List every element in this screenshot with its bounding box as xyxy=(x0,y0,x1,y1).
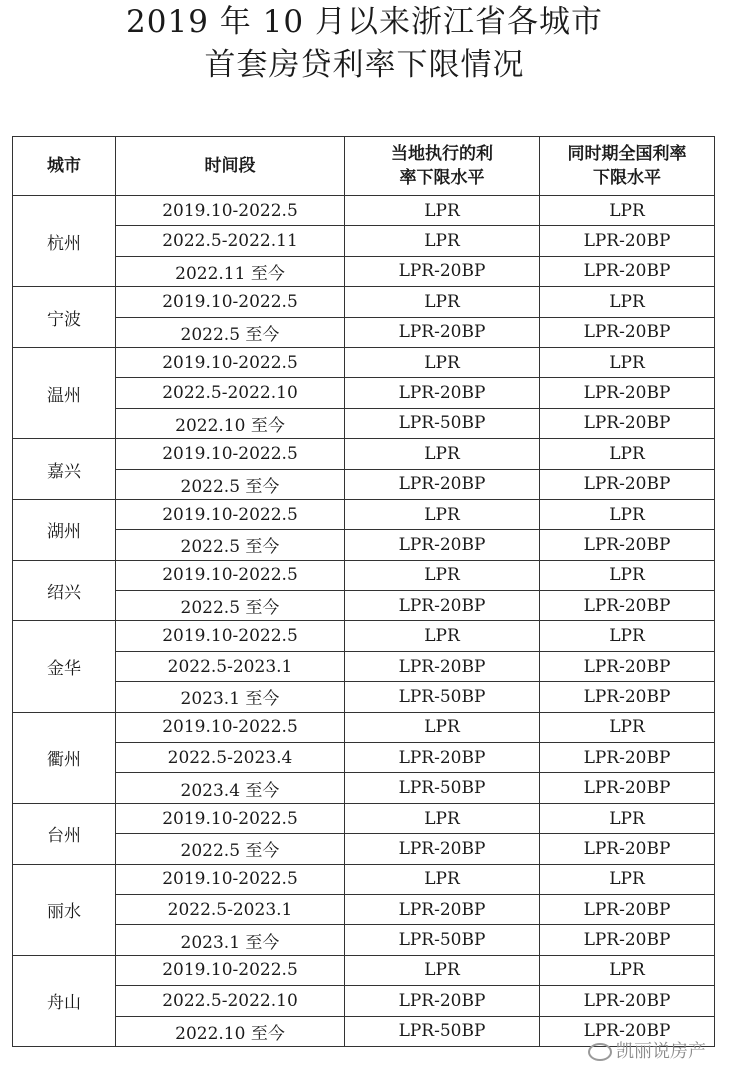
local-rate-cell: LPR-50BP xyxy=(345,408,540,438)
wechat-icon xyxy=(588,1043,612,1061)
local-rate-cell: LPR xyxy=(345,560,540,590)
table-row xyxy=(13,986,715,1016)
period-cell: 2022.5-2022.11 xyxy=(116,226,345,256)
period-cell: 2019.10-2022.5 xyxy=(116,499,345,529)
city-cell: 绍兴 xyxy=(13,560,116,621)
local-rate-cell: LPR-50BP xyxy=(345,682,540,712)
header-period: 时间段 xyxy=(116,137,345,196)
city-cell: 嘉兴 xyxy=(13,439,116,500)
table-row xyxy=(13,317,715,347)
local-rate-cell: LPR-20BP xyxy=(345,986,540,1016)
local-rate-cell: LPR-50BP xyxy=(345,773,540,803)
national-rate-cell: LPR xyxy=(540,287,715,317)
period-cell: 2022.10 至今 xyxy=(116,408,345,438)
local-rate-cell: LPR-50BP xyxy=(345,925,540,955)
national-rate-cell: LPR-20BP xyxy=(540,894,715,924)
period-cell: 2022.10 至今 xyxy=(116,1016,345,1046)
table-row xyxy=(13,439,715,469)
national-rate-cell: LPR xyxy=(540,439,715,469)
national-rate-cell: LPR-20BP xyxy=(540,226,715,256)
city-cell: 台州 xyxy=(13,803,116,864)
period-cell: 2019.10-2022.5 xyxy=(116,560,345,590)
local-rate-cell: LPR-50BP xyxy=(345,1016,540,1046)
table-row xyxy=(13,925,715,955)
period-cell: 2023.1 至今 xyxy=(116,682,345,712)
header-national-rate: 同时期全国利率下限水平 xyxy=(540,137,715,196)
table-row xyxy=(13,196,715,226)
table-row xyxy=(13,773,715,803)
table-row xyxy=(13,530,715,560)
national-rate-cell: LPR-20BP xyxy=(540,378,715,408)
national-rate-cell: LPR xyxy=(540,955,715,985)
table-row xyxy=(13,712,715,742)
local-rate-cell: LPR xyxy=(345,196,540,226)
local-rate-cell: LPR-20BP xyxy=(345,894,540,924)
national-rate-cell: LPR xyxy=(540,196,715,226)
national-rate-cell: LPR-20BP xyxy=(540,834,715,864)
period-cell: 2022.5-2023.4 xyxy=(116,743,345,773)
local-rate-cell: LPR xyxy=(345,864,540,894)
local-rate-cell: LPR xyxy=(345,955,540,985)
header-row xyxy=(13,137,715,196)
national-rate-cell: LPR xyxy=(540,864,715,894)
period-cell: 2023.4 至今 xyxy=(116,773,345,803)
page-title-line-1: 2019 年 10 月以来浙江省各城市 xyxy=(126,4,603,40)
table-row xyxy=(13,834,715,864)
local-rate-cell: LPR-20BP xyxy=(345,469,540,499)
local-rate-cell: LPR xyxy=(345,347,540,377)
table-row xyxy=(13,347,715,377)
local-rate-cell: LPR-20BP xyxy=(345,256,540,286)
table-row xyxy=(13,894,715,924)
table-row xyxy=(13,621,715,651)
table-row xyxy=(13,287,715,317)
period-cell: 2019.10-2022.5 xyxy=(116,347,345,377)
national-rate-cell: LPR-20BP xyxy=(540,651,715,681)
local-rate-cell: LPR-20BP xyxy=(345,651,540,681)
period-cell: 2019.10-2022.5 xyxy=(116,196,345,226)
header-local-rate: 当地执行的利率下限水平 xyxy=(345,137,540,196)
header-city: 城市 xyxy=(13,137,116,196)
national-rate-cell: LPR-20BP xyxy=(540,1016,715,1046)
period-cell: 2019.10-2022.5 xyxy=(116,621,345,651)
table-row xyxy=(13,651,715,681)
local-rate-cell: LPR xyxy=(345,226,540,256)
national-rate-cell: LPR-20BP xyxy=(540,530,715,560)
local-rate-cell: LPR xyxy=(345,499,540,529)
national-rate-cell: LPR xyxy=(540,803,715,833)
national-rate-cell: LPR-20BP xyxy=(540,682,715,712)
table-row xyxy=(13,378,715,408)
rate-table xyxy=(12,136,715,1047)
table-row xyxy=(13,408,715,438)
city-cell: 丽水 xyxy=(13,864,116,955)
national-rate-cell: LPR-20BP xyxy=(540,743,715,773)
city-cell: 杭州 xyxy=(13,196,116,287)
period-cell: 2022.5-2023.1 xyxy=(116,651,345,681)
national-rate-cell: LPR-20BP xyxy=(540,469,715,499)
period-cell: 2019.10-2022.5 xyxy=(116,803,345,833)
table-row xyxy=(13,955,715,985)
city-cell: 湖州 xyxy=(13,499,116,560)
national-rate-cell: LPR-20BP xyxy=(540,408,715,438)
local-rate-cell: LPR xyxy=(345,439,540,469)
national-rate-cell: LPR xyxy=(540,499,715,529)
watermark-text: 凯丽说房产 xyxy=(616,1041,706,1062)
national-rate-cell: LPR xyxy=(540,560,715,590)
table-row xyxy=(13,469,715,499)
table-row xyxy=(13,256,715,286)
city-cell: 宁波 xyxy=(13,287,116,348)
period-cell: 2022.5-2023.1 xyxy=(116,894,345,924)
local-rate-cell: LPR-20BP xyxy=(345,834,540,864)
city-cell: 金华 xyxy=(13,621,116,712)
watermark xyxy=(588,1037,706,1063)
national-rate-cell: LPR xyxy=(540,621,715,651)
period-cell: 2019.10-2022.5 xyxy=(116,955,345,985)
city-cell: 温州 xyxy=(13,347,116,438)
period-cell: 2022.5 至今 xyxy=(116,834,345,864)
national-rate-cell: LPR-20BP xyxy=(540,773,715,803)
period-cell: 2022.5-2022.10 xyxy=(116,986,345,1016)
table-row xyxy=(13,803,715,833)
national-rate-cell: LPR-20BP xyxy=(540,256,715,286)
national-rate-cell: LPR-20BP xyxy=(540,925,715,955)
table-row xyxy=(13,864,715,894)
table-row xyxy=(13,743,715,773)
page-title-line-2: 首套房贷利率下限情况 xyxy=(204,47,525,83)
local-rate-cell: LPR xyxy=(345,621,540,651)
table-row xyxy=(13,499,715,529)
period-cell: 2022.5 至今 xyxy=(116,469,345,499)
period-cell: 2019.10-2022.5 xyxy=(116,287,345,317)
national-rate-cell: LPR-20BP xyxy=(540,986,715,1016)
period-cell: 2023.1 至今 xyxy=(116,925,345,955)
period-cell: 2022.5-2022.10 xyxy=(116,378,345,408)
local-rate-cell: LPR xyxy=(345,803,540,833)
national-rate-cell: LPR xyxy=(540,712,715,742)
table-body xyxy=(13,196,715,1047)
local-rate-cell: LPR-20BP xyxy=(345,591,540,621)
period-cell: 2019.10-2022.5 xyxy=(116,864,345,894)
table-row xyxy=(13,591,715,621)
local-rate-cell: LPR-20BP xyxy=(345,317,540,347)
national-rate-cell: LPR-20BP xyxy=(540,317,715,347)
period-cell: 2019.10-2022.5 xyxy=(116,439,345,469)
period-cell: 2022.5 至今 xyxy=(116,591,345,621)
table-row xyxy=(13,226,715,256)
period-cell: 2019.10-2022.5 xyxy=(116,712,345,742)
local-rate-cell: LPR xyxy=(345,712,540,742)
period-cell: 2022.5 至今 xyxy=(116,530,345,560)
local-rate-cell: LPR xyxy=(345,287,540,317)
national-rate-cell: LPR xyxy=(540,347,715,377)
period-cell: 2022.11 至今 xyxy=(116,256,345,286)
national-rate-cell: LPR-20BP xyxy=(540,591,715,621)
period-cell: 2022.5 至今 xyxy=(116,317,345,347)
local-rate-cell: LPR-20BP xyxy=(345,378,540,408)
local-rate-cell: LPR-20BP xyxy=(345,743,540,773)
city-cell: 衢州 xyxy=(13,712,116,803)
city-cell: 舟山 xyxy=(13,955,116,1046)
table-row xyxy=(13,682,715,712)
local-rate-cell: LPR-20BP xyxy=(345,530,540,560)
table-header xyxy=(13,137,715,196)
table-row xyxy=(13,560,715,590)
